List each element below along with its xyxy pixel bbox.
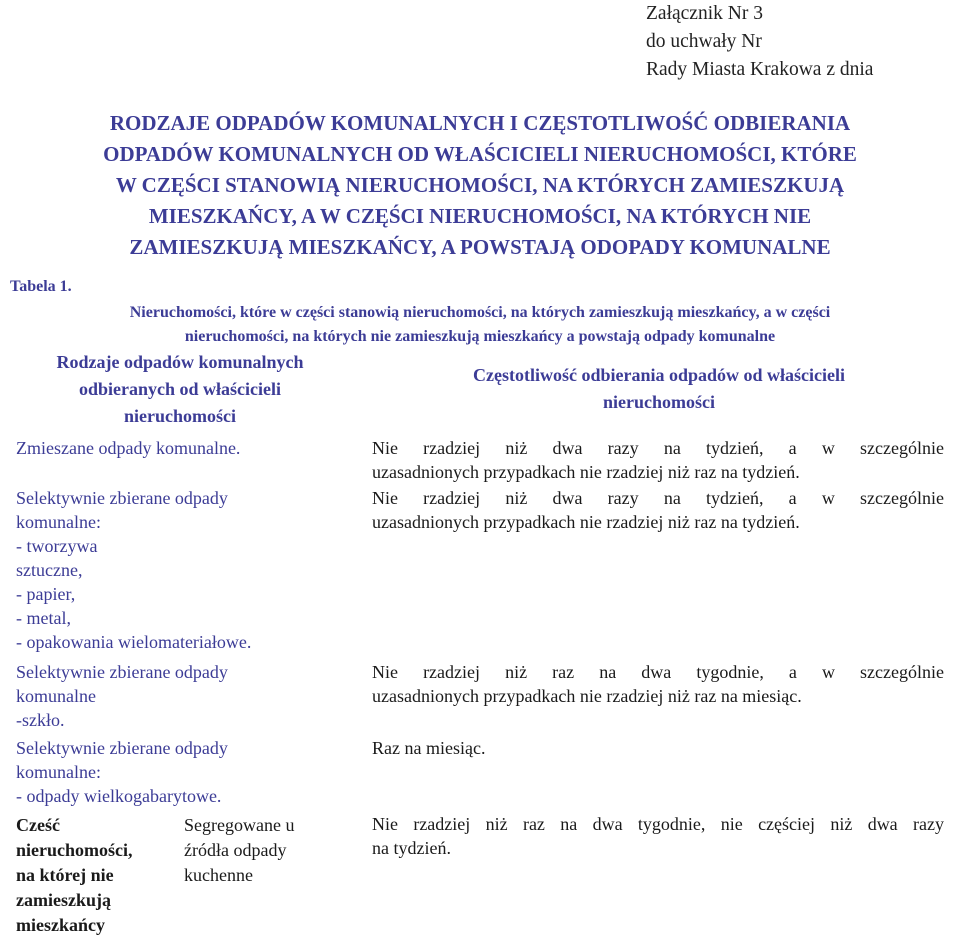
cell-line: Selektywnie zbierane odpady (16, 738, 228, 758)
table-row-2-waste-type (16, 486, 251, 654)
header-line: nieruchomości (124, 406, 236, 426)
column-header-frequency (368, 362, 950, 416)
cell-line: komunalne: (16, 512, 101, 532)
header-line: Częstotliwość odbierania odpadów od właścicieli (473, 365, 845, 385)
table-row-5-waste-type (184, 813, 294, 888)
cell-line: - papier, (16, 584, 76, 604)
table-row-2-frequency (372, 486, 944, 534)
cell-line: - tworzywa (16, 536, 98, 556)
annex-header (646, 0, 873, 84)
title-line: MIESZKAŃCY, A W CZĘŚCI NIERUCHOMOŚCI, NA KTÓRYCH NIE (148, 204, 812, 228)
cell-line: Cześć (16, 815, 60, 835)
cell-line: uzasadnionych przypadkach nie rzadziej niż raz na tydzień. (372, 462, 800, 482)
table-row-3-frequency (372, 660, 944, 708)
cell-line: uzasadnionych przypadkach nie rzadziej niż raz na miesiąc. (372, 686, 802, 706)
cell-line: komunalne: (16, 762, 101, 782)
table-row-4-waste-type (16, 736, 228, 808)
title-line: RODZAJE ODPADÓW KOMUNALNYCH I CZĘSTOTLIWOŚĆ ODBIERANIA (109, 111, 851, 135)
cell-line: sztuczne, (16, 560, 83, 580)
title-line: ODPADÓW KOMUNALNYCH OD WŁAŚCICIELI NIERUCHOMOŚCI, KTÓRE (103, 142, 857, 166)
title-line: ZAMIESZKUJĄ MIESZKAŃCY, A POWSTAJĄ ODOPADY KOMUNALNE (129, 235, 831, 259)
cell-line: - opakowania wielomateriałowe. (16, 632, 252, 652)
table-label: Tabela 1. (10, 278, 72, 295)
caption-line: Nieruchomości, które w części stanowią nieruchomości, na których zamieszkują mieszkańcy, a w części (129, 304, 831, 321)
cell-line: nieruchomości, (16, 840, 133, 860)
table-row-5-property-part (16, 813, 133, 938)
cell-line: Selektywnie zbierane odpady (16, 662, 228, 682)
cell-line: - metal, (16, 608, 71, 628)
cell-line: Nie rzadziej niż raz na dwa tygodnie, a w szczególnie (372, 662, 944, 682)
annex-number: Załącznik Nr 3 (646, 3, 763, 24)
cell-line: na tydzień. (372, 838, 451, 858)
cell-line: Nie rzadziej niż dwa razy na tydzień, a w szczególnie (372, 488, 944, 508)
cell-line: mieszkańcy (16, 915, 105, 935)
cell-line: zamieszkują (16, 890, 111, 910)
cell-line: Selektywnie zbierane odpady (16, 488, 228, 508)
document-title (10, 108, 950, 263)
annex-resolution: do uchwały Nr (646, 31, 762, 52)
cell-line: uzasadnionych przypadkach nie rzadziej niż raz na tydzień. (372, 512, 800, 532)
title-line: W CZĘŚCI STANOWIĄ NIERUCHOMOŚCI, NA KTÓRYCH ZAMIESZKUJĄ (115, 173, 845, 197)
cell-line: na której nie (16, 865, 114, 885)
header-line: Rodzaje odpadów komunalnych (56, 352, 304, 372)
cell-line: źródła odpady (184, 840, 287, 860)
table-row-4-frequency (372, 736, 944, 760)
table-row-1-frequency (372, 436, 944, 484)
column-header-waste-types (10, 349, 350, 430)
cell-line: Zmieszane odpady komunalne. (16, 438, 241, 458)
cell-line: - odpady wielkogabarytowe. (16, 786, 222, 806)
cell-line: Raz na miesiąc. (372, 738, 486, 758)
table-row-1-waste-type (16, 436, 240, 460)
table-caption (10, 301, 950, 349)
cell-line: Segregowane u (184, 815, 295, 835)
cell-line: -szkło. (16, 710, 65, 730)
cell-line: komunalne (16, 686, 96, 706)
cell-line: Nie rzadziej niż dwa razy na tydzień, a w szczególnie (372, 438, 944, 458)
table-row-5-frequency (372, 812, 944, 860)
cell-line: Nie rzadziej niż raz na dwa tygodnie, nie częściej niż dwa razy (372, 814, 944, 834)
caption-line: nieruchomości, na których nie zamieszkują mieszkańcy a powstają odpady komunalne (184, 328, 776, 345)
cell-line: kuchenne (184, 865, 253, 885)
header-line: nieruchomości (603, 392, 715, 412)
table-row-3-waste-type (16, 660, 228, 732)
header-line: odbieranych od właścicieli (79, 379, 281, 399)
annex-council: Rady Miasta Krakowa z dnia (646, 59, 874, 80)
